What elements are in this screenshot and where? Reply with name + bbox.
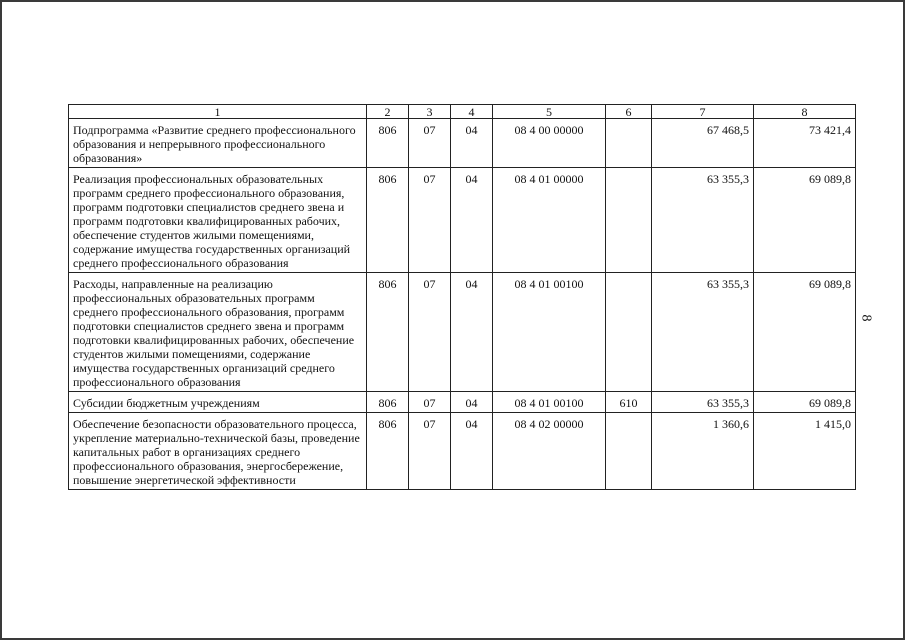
table-row — [69, 413, 856, 490]
amount-cell-1: 63 355,3 — [652, 273, 754, 392]
csr-cell: 08 4 00 00000 — [493, 119, 606, 168]
row-name-cell: Обеспечение безопасности образовательного процесса, укрепление материально-технической базы, проведение капитальных работ в организациях среднего профессионального образования, энергосбережение, повышение энергетической эффективности — [69, 413, 367, 490]
table-row — [69, 273, 856, 392]
row-name-cell: Подпрограмма «Развитие среднего профессионального образования и непрерывного профессионального образования» — [69, 119, 367, 168]
rz-cell: 07 — [409, 273, 451, 392]
page-number: 8 — [858, 314, 874, 322]
vr-cell — [606, 119, 652, 168]
row-name-cell: Субсидии бюджетным учреждениям — [69, 392, 367, 413]
column-header: 2 — [367, 105, 409, 119]
column-header: 3 — [409, 105, 451, 119]
budget-table — [68, 104, 856, 490]
ved-cell: 806 — [367, 392, 409, 413]
column-header: 4 — [451, 105, 493, 119]
amount-cell-2: 69 089,8 — [754, 168, 856, 273]
column-header: 7 — [652, 105, 754, 119]
ved-cell: 806 — [367, 413, 409, 490]
vr-cell — [606, 168, 652, 273]
amount-cell-1: 67 468,5 — [652, 119, 754, 168]
ved-cell: 806 — [367, 168, 409, 273]
pr-cell: 04 — [451, 168, 493, 273]
row-name-cell: Реализация профессиональных образовательных программ среднего профессионального образования, программ подготовки специалистов среднего звена и программ подготовки квалифицированных рабочих, обеспечение студентов жилыми помещениями, содержание имущества государственных организаций среднего профессионального образования — [69, 168, 367, 273]
vr-cell — [606, 413, 652, 490]
csr-cell: 08 4 01 00100 — [493, 273, 606, 392]
csr-cell: 08 4 01 00100 — [493, 392, 606, 413]
amount-cell-1: 1 360,6 — [652, 413, 754, 490]
amount-cell-2: 69 089,8 — [754, 273, 856, 392]
amount-cell-1: 63 355,3 — [652, 168, 754, 273]
amount-cell-2: 1 415,0 — [754, 413, 856, 490]
pr-cell: 04 — [451, 392, 493, 413]
ved-cell: 806 — [367, 119, 409, 168]
rz-cell: 07 — [409, 119, 451, 168]
column-header: 8 — [754, 105, 856, 119]
header-row — [69, 105, 856, 119]
pr-cell: 04 — [451, 413, 493, 490]
vr-cell: 610 — [606, 392, 652, 413]
amount-cell-2: 73 421,4 — [754, 119, 856, 168]
rz-cell: 07 — [409, 168, 451, 273]
amount-cell-1: 63 355,3 — [652, 392, 754, 413]
csr-cell: 08 4 01 00000 — [493, 168, 606, 273]
rz-cell: 07 — [409, 413, 451, 490]
vr-cell — [606, 273, 652, 392]
amount-cell-2: 69 089,8 — [754, 392, 856, 413]
table-row — [69, 392, 856, 413]
rz-cell: 07 — [409, 392, 451, 413]
table-row — [69, 119, 856, 168]
row-name-cell: Расходы, направленные на реализацию профессиональных образовательных программ среднего профессионального образования, программ подготовки специалистов среднего звена и программ подготовки квалифицированных рабочих, обеспечение студентов жилыми помещениями, содержание имущества государственных организаций среднего профессионального образования — [69, 273, 367, 392]
column-header: 1 — [69, 105, 367, 119]
column-header: 5 — [493, 105, 606, 119]
pr-cell: 04 — [451, 119, 493, 168]
ved-cell: 806 — [367, 273, 409, 392]
pr-cell: 04 — [451, 273, 493, 392]
table-row — [69, 168, 856, 273]
csr-cell: 08 4 02 00000 — [493, 413, 606, 490]
column-header: 6 — [606, 105, 652, 119]
